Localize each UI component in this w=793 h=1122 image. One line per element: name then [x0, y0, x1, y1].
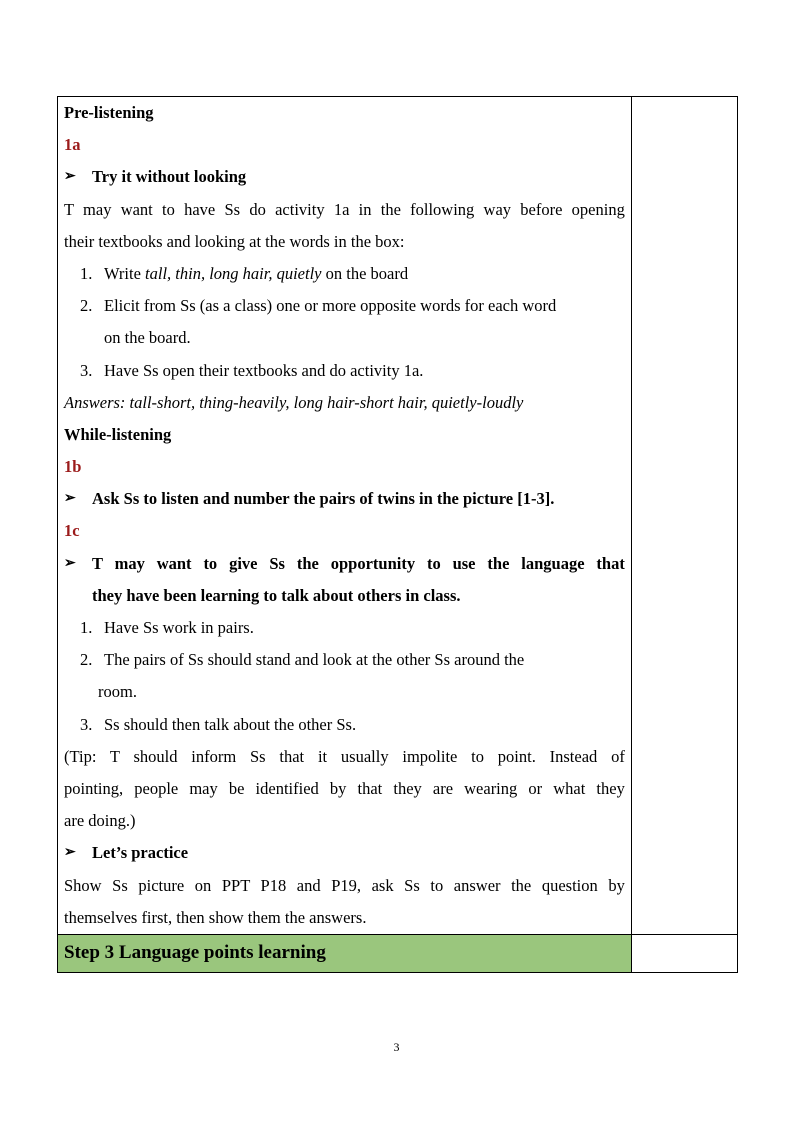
practice-text-line: Show Ss picture on PPT P18 and P19, ask Ss to answer the question by: [64, 875, 625, 895]
item-number: 3.: [80, 360, 93, 380]
item-number: 1.: [80, 263, 93, 283]
section-1b-label: 1b: [64, 457, 82, 477]
intro-text-line: their textbooks and looking at the words in the box:: [64, 231, 405, 251]
item-text: Write: [104, 263, 146, 283]
pair-item-1: [64, 612, 625, 644]
item-number: 1.: [80, 618, 93, 637]
intro-text-line: T may want to have Ss do activity 1a in the following way before opening: [64, 199, 625, 219]
step-item-1: [64, 258, 625, 290]
bullet-text: T may want to give Ss the opportunity to use the language that: [92, 553, 625, 573]
side-notes-cell: [631, 97, 737, 935]
pair-item-3: [64, 709, 625, 741]
item-number: 2.: [80, 650, 93, 670]
item-number: 3.: [80, 714, 93, 734]
bullet-1c: [64, 548, 625, 580]
bullet-arrow-icon: ➢: [64, 169, 76, 185]
item-text: on the board: [321, 263, 409, 283]
bullet-text: Try it without looking: [92, 167, 247, 187]
step3-side-cell: [631, 934, 737, 972]
pair-item-2-continued: room.: [98, 682, 137, 702]
step-item-2-continued: on the board.: [104, 328, 191, 348]
item-text: Elicit from Ss (as a class) one or more opposite words for each word: [104, 296, 557, 316]
pair-item-2: [64, 644, 625, 676]
page-number: 3: [393, 1040, 400, 1054]
content-row: [58, 97, 738, 935]
item-italic-words: tall, thin, long hair, quietly: [145, 263, 322, 283]
bullet-text: Ask Ss to listen and number the pairs of twins in the picture [1-3].: [92, 489, 555, 509]
main-content-cell: [58, 97, 632, 935]
pre-listening-heading: Pre-listening: [64, 103, 154, 122]
step3-title: Step 3 Language points learning: [58, 934, 632, 972]
step-item-3: [64, 355, 625, 387]
tip-line: pointing, people may be identified by that they are wearing or what they: [64, 778, 625, 798]
section-1a-label: 1a: [64, 135, 81, 155]
item-text: The pairs of Ss should stand and look at the other Ss around the: [104, 650, 525, 670]
item-text: Have Ss open their textbooks and do activity 1a.: [104, 360, 424, 380]
item-text: Ss should then talk about the other Ss.: [104, 714, 357, 734]
bullet-arrow-icon: ➢: [64, 845, 76, 861]
item-number: 2.: [80, 296, 93, 316]
bullet-text: Let’s practice: [92, 843, 189, 863]
lesson-plan-table: [57, 96, 738, 973]
step-header-row: [58, 934, 738, 972]
bullet-arrow-icon: ➢: [64, 491, 76, 507]
tip-line: are doing.): [64, 811, 136, 831]
bullet-lets-practice: [64, 837, 625, 869]
bullet-1c-continued: they have been learning to talk about others in class.: [92, 585, 461, 605]
step-item-2: [64, 290, 625, 322]
bullet-1b: [64, 483, 625, 515]
practice-text-line: themselves first, then show them the answers.: [64, 907, 367, 927]
section-1c-label: 1c: [64, 521, 80, 541]
bullet-try-without-looking: [64, 161, 625, 193]
item-text: Have Ss work in pairs.: [104, 618, 254, 637]
bullet-arrow-icon: ➢: [64, 555, 76, 571]
answers-line: Answers: tall-short, thing-heavily, long hair-short hair, quietly-loudly: [64, 392, 524, 412]
tip-line: (Tip: T should inform Ss that it usually impolite to point. Instead of: [64, 746, 625, 766]
while-listening-heading: While-listening: [64, 424, 172, 444]
